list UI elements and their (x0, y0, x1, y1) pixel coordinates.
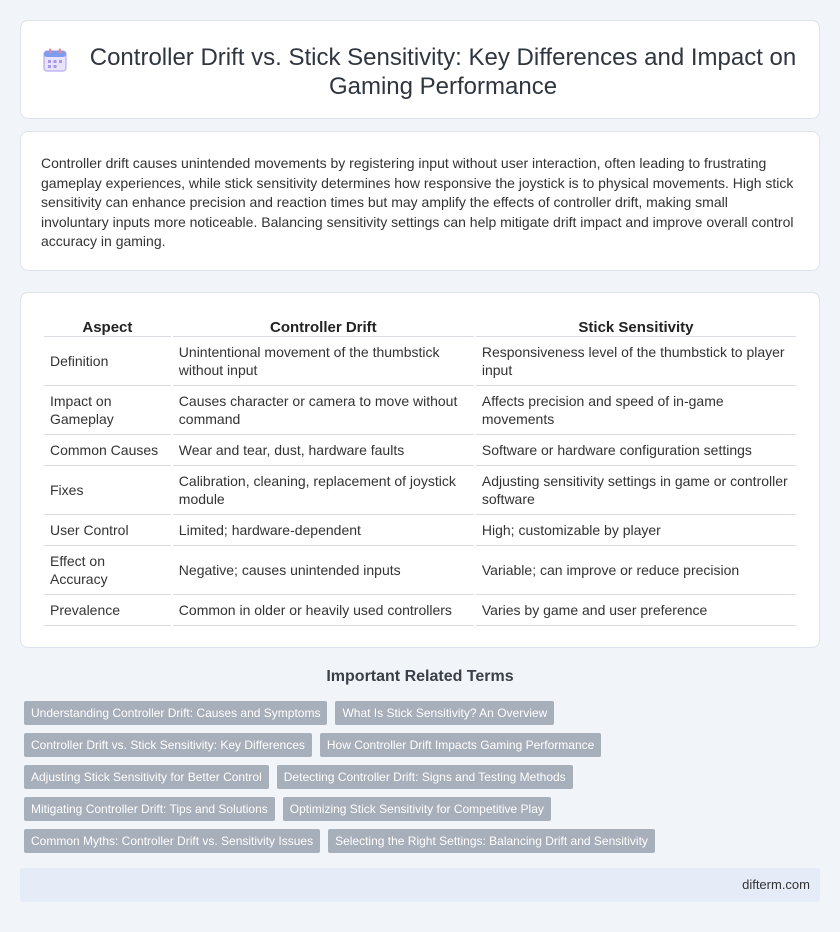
title-card (20, 20, 820, 119)
header-aspect: Aspect (44, 315, 171, 337)
intro-card (20, 131, 820, 271)
row-stick-sensitivity: Adjusting sensitivity settings in game or controller software (476, 466, 796, 515)
row-aspect: Definition (44, 337, 171, 386)
row-aspect: Common Causes (44, 435, 171, 466)
tag-row (24, 797, 824, 821)
header-controller-drift: Controller Drift (173, 315, 474, 337)
row-stick-sensitivity: High; customizable by player (476, 515, 796, 546)
row-controller-drift: Negative; causes unintended inputs (173, 546, 474, 595)
row-stick-sensitivity: Affects precision and speed of in-game movements (476, 386, 796, 435)
tag-row (24, 765, 824, 789)
row-aspect: Impact on Gameplay (44, 386, 171, 435)
comparison-table-card (20, 292, 820, 648)
related-terms-list (24, 701, 824, 861)
table-row (44, 435, 796, 466)
related-term-link[interactable]: How Controller Drift Impacts Gaming Performance (320, 733, 601, 757)
table-row (44, 546, 796, 595)
table-header-row (44, 315, 796, 337)
related-term-link[interactable]: Common Myths: Controller Drift vs. Sensitivity Issues (24, 829, 320, 853)
related-term-link[interactable]: Controller Drift vs. Stick Sensitivity: Key Differences (24, 733, 312, 757)
related-term-link[interactable]: Optimizing Stick Sensitivity for Competitive Play (283, 797, 551, 821)
row-aspect: Fixes (44, 466, 171, 515)
row-aspect: User Control (44, 515, 171, 546)
comparison-table (42, 315, 798, 626)
row-controller-drift: Limited; hardware-dependent (173, 515, 474, 546)
table-row (44, 515, 796, 546)
table-row (44, 466, 796, 515)
calendar-icon (42, 47, 68, 73)
related-term-link[interactable]: What Is Stick Sensitivity? An Overview (335, 701, 554, 725)
table-row (44, 595, 796, 626)
row-controller-drift: Wear and tear, dust, hardware faults (173, 435, 474, 466)
row-stick-sensitivity: Software or hardware configuration settings (476, 435, 796, 466)
row-controller-drift: Common in older or heavily used controllers (173, 595, 474, 626)
row-aspect: Prevalence (44, 595, 171, 626)
row-controller-drift: Calibration, cleaning, replacement of joystick module (173, 466, 474, 515)
related-term-link[interactable]: Adjusting Stick Sensitivity for Better Control (24, 765, 269, 789)
row-stick-sensitivity: Responsiveness level of the thumbstick to player input (476, 337, 796, 386)
header-stick-sensitivity: Stick Sensitivity (476, 315, 796, 337)
row-controller-drift: Causes character or camera to move without command (173, 386, 474, 435)
row-stick-sensitivity: Variable; can improve or reduce precision (476, 546, 796, 595)
related-term-link[interactable]: Mitigating Controller Drift: Tips and Solutions (24, 797, 275, 821)
tag-row (24, 701, 824, 725)
page-title: Controller Drift vs. Stick Sensitivity: Key Differences and Impact on Gaming Performance (89, 44, 797, 100)
row-stick-sensitivity: Varies by game and user preference (476, 595, 796, 626)
footer-site-name[interactable]: difterm.com (742, 877, 810, 892)
footer (20, 868, 820, 902)
row-controller-drift: Unintentional movement of the thumbstick without input (173, 337, 474, 386)
tag-row (24, 829, 824, 853)
title-wrap (21, 21, 819, 101)
related-terms-title: Important Related Terms (326, 668, 514, 685)
table-row (44, 386, 796, 435)
table-row (44, 337, 796, 386)
intro-paragraph: Controller drift causes unintended movements by registering input without user interaction, often leading to frustrating gameplay experiences, while stick sensitivity determines how responsive the joystick is to physical movements. High stick sensitivity can enhance precision and reaction times but may amplify the effects of controller drift, making small involuntary inputs more noticeable. Balancing sensitivity settings can help mitigate drift impact and improve overall control accuracy in gaming. (41, 155, 794, 249)
tag-row (24, 733, 824, 757)
row-aspect: Effect on Accuracy (44, 546, 171, 595)
related-term-link[interactable]: Understanding Controller Drift: Causes and Symptoms (24, 701, 327, 725)
related-term-link[interactable]: Detecting Controller Drift: Signs and Testing Methods (277, 765, 573, 789)
related-term-link[interactable]: Selecting the Right Settings: Balancing Drift and Sensitivity (328, 829, 655, 853)
